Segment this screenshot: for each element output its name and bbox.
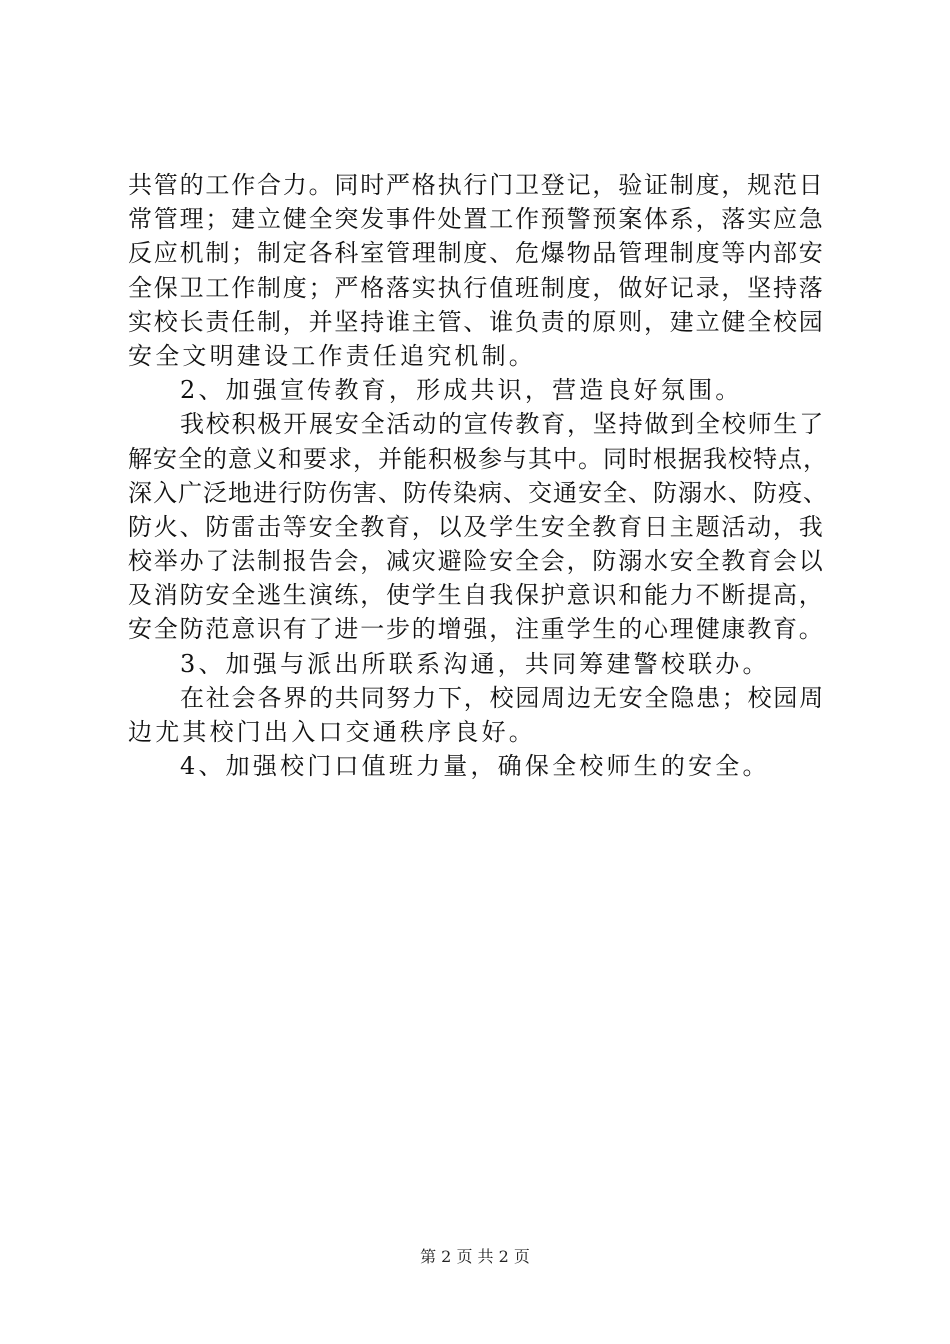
text-line: 解安全的意义和要求，并能积极参与其中。同时根据我校特点，: [128, 444, 828, 473]
text-line: 4、加强校门口值班力量，确保全校师生的安全。: [180, 752, 770, 781]
text-line: 安全防范意识有了进一步的增强，注重学生的心理健康教育。: [128, 615, 825, 644]
text-line: 3、加强与派出所联系沟通，共同筹建警校联办。: [180, 649, 770, 678]
text-line: 校举办了法制报告会，减灾避险安全会，防溺水安全教育会以: [128, 547, 825, 576]
text-line: 共管的工作合力。同时严格执行门卫登记，验证制度，规范日: [128, 171, 825, 199]
text-line: 安全文明建设工作责任追究机制。: [128, 341, 536, 370]
text-line: 在社会各界的共同努力下，校园周边无安全隐患；校园周: [180, 683, 825, 712]
text-line: 全保卫工作制度；严格落实执行值班制度，做好记录，坚持落: [128, 273, 825, 302]
text-line: 深入广泛地进行防伤害、防传染病、交通安全、防溺水、防疫、: [128, 478, 828, 507]
document-body: [128, 168, 828, 783]
page-footer: 第 2 页 共 2 页: [420, 1247, 530, 1266]
text-line: 反应机制；制定各科室管理制度、危爆物品管理制度等内部安: [128, 239, 825, 268]
text-line: 常管理；建立健全突发事件处置工作预警预案体系，落实应急: [128, 205, 825, 234]
text-line: 实校长责任制，并坚持谁主管、谁负责的原则，建立健全校园: [128, 307, 825, 336]
text-line: 我校积极开展安全活动的宣传教育，坚持做到全校师生了: [180, 410, 825, 439]
text-line: 边尤其校门出入口交通秩序良好。: [128, 718, 536, 746]
text-line: 及消防安全逃生演练，使学生自我保护意识和能力不断提高，: [128, 581, 825, 610]
text-line: 2、加强宣传教育，形成共识，营造良好氛围。: [180, 376, 743, 405]
text-line: 防火、防雷击等安全教育，以及学生安全教育日主题活动，我: [128, 512, 825, 541]
